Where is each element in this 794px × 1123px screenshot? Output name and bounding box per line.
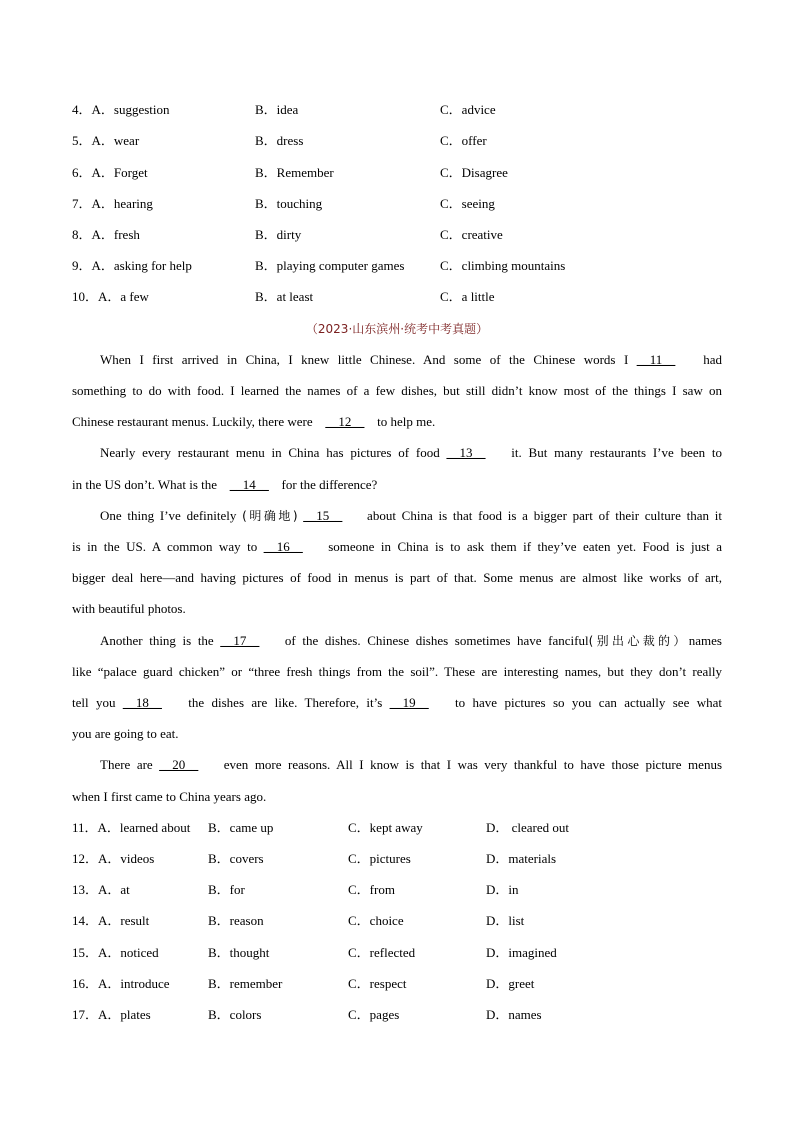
option-d: D．imagined xyxy=(486,945,557,960)
option-c: C．seeing xyxy=(440,196,495,211)
option-b: B．touching xyxy=(255,196,323,211)
question-number: 16． xyxy=(72,976,99,991)
option-b: B．reason xyxy=(208,913,264,928)
option-a: A．asking for help xyxy=(91,258,192,273)
passage-line: One thing I’ve definitely (明确地) __15__ about China is that food is a bigger part of their culture than it xyxy=(100,506,722,526)
option-b: B．remember xyxy=(208,976,283,991)
option-a: A．suggestion xyxy=(91,102,170,117)
option-a: A．videos xyxy=(98,851,155,866)
option-c: C．a little xyxy=(440,289,495,304)
question-6 xyxy=(72,163,732,183)
option-d: D．materials xyxy=(486,851,557,866)
option-c: C．advice xyxy=(440,102,496,117)
question-13 xyxy=(72,880,732,900)
question-number: 6． xyxy=(72,165,92,180)
passage-line: tell you __18__ the dishes are like. Therefore, it’s __19__ to have pictures so you can actually see what xyxy=(72,693,722,713)
question-number: 14． xyxy=(72,913,99,928)
option-a: A．plates xyxy=(98,1007,151,1022)
question-number: 11． xyxy=(72,820,98,835)
question-4 xyxy=(72,100,732,120)
question-number: 13． xyxy=(72,882,99,897)
option-c: C．offer xyxy=(440,133,487,148)
option-c: C．creative xyxy=(440,227,503,242)
question-10 xyxy=(72,287,732,307)
option-b: B．idea xyxy=(255,102,299,117)
option-a: A．hearing xyxy=(91,196,153,211)
option-b: B．Remember xyxy=(255,165,334,180)
option-a: A．learned about xyxy=(97,820,191,835)
passage-line: bigger deal here—and having pictures of food in menus is part of that. Some menus are almost like works of art, xyxy=(72,570,722,585)
question-number: 5． xyxy=(72,133,92,148)
blank-11: __11__ xyxy=(636,352,676,367)
blank-16: __16__ xyxy=(263,539,303,554)
question-number: 15． xyxy=(72,945,99,960)
chinese-gloss: (明确地) xyxy=(242,509,298,523)
option-a: A．at xyxy=(98,882,130,897)
option-b: B．thought xyxy=(208,945,270,960)
question-12 xyxy=(72,849,732,869)
question-number: 8． xyxy=(72,227,92,242)
option-c: C．from xyxy=(348,882,395,897)
passage-line: Another thing is the __17__ of the dishes. Chinese dishes sometimes have fanciful(别出心裁的）names xyxy=(100,631,722,651)
option-b: B．came up xyxy=(208,820,274,835)
option-b: B．dirty xyxy=(255,227,302,242)
passage-line: Nearly every restaurant menu in China has pictures of food __13__ it. But many restaurants I’ve been to xyxy=(100,443,722,463)
passage-line: when I first came to China years ago. xyxy=(72,789,267,804)
option-c: C．climbing mountains xyxy=(440,258,566,273)
question-number: 10． xyxy=(72,289,99,304)
passage-line: Chinese restaurant menus. Luckily, there were __12__ to help me. xyxy=(72,412,722,432)
question-number: 4． xyxy=(72,102,92,117)
passage-line: in the US don’t. What is the __14__ for the difference? xyxy=(72,475,722,495)
option-a: A．a few xyxy=(98,289,149,304)
blank-15: __15__ xyxy=(303,508,343,523)
option-b: B．colors xyxy=(208,1007,262,1022)
option-a: A．fresh xyxy=(91,227,140,242)
question-number: 17． xyxy=(72,1007,99,1022)
passage-line: with beautiful photos. xyxy=(72,601,186,616)
option-b: B．dress xyxy=(255,133,304,148)
blank-12: __12__ xyxy=(325,414,365,429)
question-9 xyxy=(72,256,732,276)
option-a: A．noticed xyxy=(98,945,159,960)
option-d: D．list xyxy=(486,913,525,928)
option-d: D． cleared out xyxy=(486,820,570,835)
question-number: 12． xyxy=(72,851,99,866)
question-number: 7． xyxy=(72,196,92,211)
option-a: A．Forget xyxy=(91,165,148,180)
question-8 xyxy=(72,225,732,245)
chinese-gloss: (别出心裁的） xyxy=(588,634,689,648)
blank-13: __13__ xyxy=(446,445,486,460)
question-7 xyxy=(72,194,732,214)
question-11 xyxy=(72,818,732,838)
passage-line: like “palace guard chicken” or “three fresh things from the soil”. These are interesting names, but they don’t really xyxy=(72,664,722,679)
option-c: C．choice xyxy=(348,913,404,928)
passage-line: When I first arrived in China, I knew little Chinese. And some of the Chinese words I __11__ had xyxy=(100,350,722,370)
option-b: B．for xyxy=(208,882,245,897)
option-b: B．covers xyxy=(208,851,264,866)
question-15 xyxy=(72,943,732,963)
option-a: A．result xyxy=(98,913,150,928)
option-a: A．introduce xyxy=(98,976,170,991)
passage-line: you are going to eat. xyxy=(72,726,179,741)
option-a: A．wear xyxy=(91,133,140,148)
question-5 xyxy=(72,131,732,151)
option-c: C．reflected xyxy=(348,945,416,960)
question-14 xyxy=(72,911,732,931)
question-16 xyxy=(72,974,732,994)
blank-18: __18__ xyxy=(122,695,162,710)
exam-source: （2023·山东滨州·统考中考真题） xyxy=(305,322,489,336)
blank-19: __19__ xyxy=(389,695,429,710)
option-c: C．kept away xyxy=(348,820,423,835)
blank-14: __14__ xyxy=(229,477,269,492)
option-c: C．pictures xyxy=(348,851,411,866)
question-17 xyxy=(72,1005,732,1025)
option-d: D．greet xyxy=(486,976,535,991)
option-b: B．at least xyxy=(255,289,314,304)
blank-17: __17__ xyxy=(220,633,260,648)
option-c: C．Disagree xyxy=(440,165,508,180)
option-c: C．respect xyxy=(348,976,407,991)
passage-line: is in the US. A common way to __16__ someone in China is to ask them if they’ve eaten yet. Food is just a xyxy=(72,537,722,557)
option-d: D．in xyxy=(486,882,519,897)
option-b: B．playing computer games xyxy=(255,258,405,273)
option-d: D．names xyxy=(486,1007,542,1022)
passage-line: something to do with food. I learned the names of a few dishes, but still didn’t know most of the things I saw on xyxy=(72,383,722,398)
option-c: C．pages xyxy=(348,1007,400,1022)
question-number: 9． xyxy=(72,258,92,273)
passage-line: There are __20__ even more reasons. All I know is that I was very thankful to have those picture menus xyxy=(100,755,722,775)
blank-20: __20__ xyxy=(159,757,199,772)
